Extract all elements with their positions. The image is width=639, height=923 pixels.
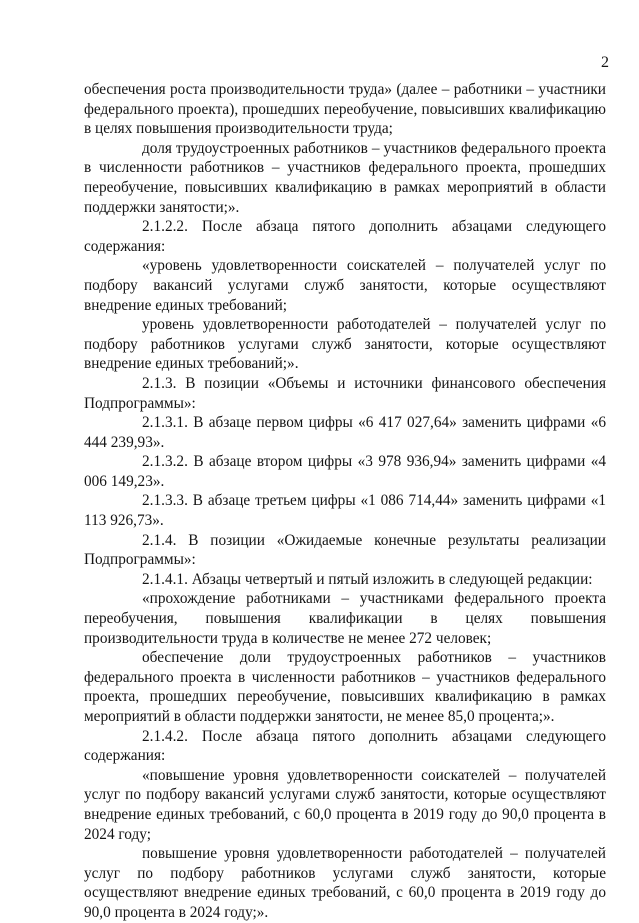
- paragraph: доля трудоустроенных работников – участников федерального проекта в численности работников – участников федерального проекта, прошедших переобучение, повысивших квалификацию в рамках мероприятий в области поддержки занятости;».: [84, 139, 606, 216]
- paragraph: 2.1.4.1. Абзацы четвертый и пятый изложить в следующей редакции:: [142, 570, 593, 588]
- paragraph: 2.1.3. В позиции «Объемы и источники финансового обеспечения Подпрограммы»:: [84, 374, 606, 412]
- page-number: 2: [601, 54, 609, 71]
- paragraph: 2.1.4.2. После абзаца пятого дополнить абзацами следующего содержания:: [84, 727, 606, 765]
- paragraph: уровень удовлетворенности работодателей – получателей услуг по подбору работников услугами служб занятости, которые осуществляют внедрение единых требований;».: [84, 316, 606, 373]
- paragraph: 2.1.3.1. В абзаце первом цифры «6 417 027,64» заменить цифрами «6 444 239,93».: [84, 414, 606, 451]
- paragraph: 2.1.4. В позиции «Ожидаемые конечные результаты реализации Подпрограммы»:: [84, 531, 606, 569]
- paragraph: «уровень удовлетворенности соискателей – получателей услуг по подбору вакансий услугами служб занятости, которые осуществляют внедрение единых требований;: [84, 257, 606, 314]
- paragraph: обеспечение доли трудоустроенных работников – участников федерального проекта в численности работников – участников федерального проекта, прошедших переобучение, повысивших квалификацию в рамках мероприятий в области поддержки занятости, не менее 85,0 процента;».: [84, 649, 606, 725]
- document-body: [84, 80, 606, 923]
- paragraph: повышение уровня удовлетворенности работодателей – получателей услуг по подбору работников услугами служб занятости, которые осуществляют внедрение единых требований, с 60,0 процента в 2019 году до 90,0 процента в 2024 году;».: [84, 845, 606, 921]
- paragraph: 2.1.2.2. После абзаца пятого дополнить абзацами следующего содержания:: [84, 218, 606, 255]
- paragraph: обеспечения роста производительности труда» (далее – работники – участники федерального проекта), прошедших переобучение, повысивших квалификацию в целях повышения производительности труда;: [84, 81, 606, 138]
- paragraph: «повышение уровня удовлетворенности соискателей – получателей услуг по подбору вакансий услугами служб занятости, которые осуществляют внедрение единых требований, с 60,0 процента в 2019 году до 90,0 процента в 2024 году;: [84, 766, 606, 843]
- paragraph: 2.1.3.3. В абзаце третьем цифры «1 086 714,44» заменить цифрами «1 113 926,73».: [84, 492, 606, 530]
- paragraph: «прохождение работниками – участниками федерального проекта переобучения, повышения квалификации в целях повышения производительности труда в количестве не менее 272 человек;: [84, 590, 606, 647]
- paragraph: 2.1.3.2. В абзаце втором цифры «3 978 936,94» заменить цифрами «4 006 149,23».: [84, 453, 606, 490]
